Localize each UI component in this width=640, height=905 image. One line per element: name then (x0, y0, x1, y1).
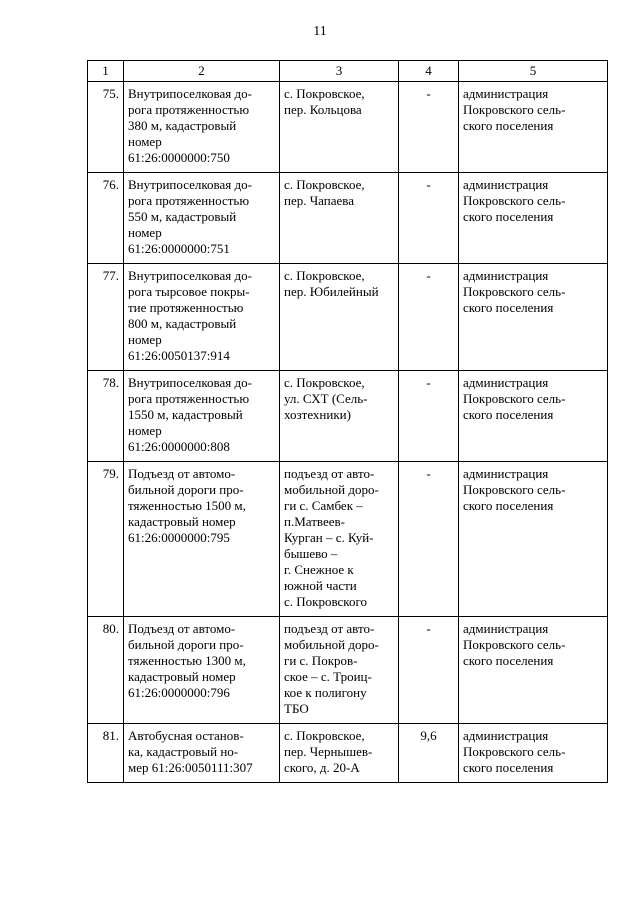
object-name-cell (124, 462, 280, 617)
table-row (88, 617, 608, 724)
object-address: подъезд от авто- мобильной доро- ги с. Покров- ское – с. Троиц- кое к полигону ТБО (284, 621, 379, 716)
object-holder: администрация Покровского сель- ского поселения (463, 466, 566, 513)
object-area-cell (399, 617, 459, 724)
object-address-cell (280, 264, 399, 371)
column-header-1: 1 (88, 61, 124, 82)
table-row (88, 724, 608, 783)
row-number-cell (88, 173, 124, 264)
row-number-cell (88, 371, 124, 462)
object-area: - (426, 177, 431, 192)
object-holder: администрация Покровского сель- ского поселения (463, 86, 566, 133)
object-name: Внутрипоселковая до- рога протяженностью 380 м, кадастровый номер 61:26:0000000:750 (128, 86, 252, 165)
row-number: 80. (102, 621, 119, 636)
object-holder-cell (459, 173, 608, 264)
object-address: с. Покровское, пер. Юбилейный (284, 268, 379, 299)
object-area: 9,6 (420, 728, 437, 743)
object-holder-cell (459, 724, 608, 783)
object-name: Внутрипоселковая до- рога тырсовое покры- тие протяженностью 800 м, кадастровый номер 61:26:0050137:914 (128, 268, 252, 363)
table-row (88, 264, 608, 371)
object-area-cell (399, 462, 459, 617)
object-area: - (426, 466, 431, 481)
row-number: 81. (102, 728, 119, 743)
object-name-cell (124, 173, 280, 264)
row-number: 75. (102, 86, 119, 101)
table-header-row (88, 61, 608, 82)
object-address: с. Покровское, пер. Кольцова (284, 86, 365, 117)
column-header-2: 2 (124, 61, 280, 82)
row-number-cell (88, 264, 124, 371)
object-area-cell (399, 264, 459, 371)
table-row (88, 462, 608, 617)
column-header-3: 3 (280, 61, 399, 82)
object-address-cell (280, 173, 399, 264)
object-holder-cell (459, 371, 608, 462)
object-holder: администрация Покровского сель- ского поселения (463, 268, 566, 315)
object-address-cell (280, 617, 399, 724)
object-address: с. Покровское, ул. СХТ (Сель- хозтехники) (284, 375, 368, 422)
object-holder-cell (459, 617, 608, 724)
object-address: с. Покровское, пер. Чапаева (284, 177, 365, 208)
object-area-cell (399, 371, 459, 462)
row-number: 76. (102, 177, 119, 192)
object-name-cell (124, 371, 280, 462)
object-holder: администрация Покровского сель- ского поселения (463, 375, 566, 422)
object-name: Внутрипоселковая до- рога протяженностью 550 м, кадастровый номер 61:26:0000000:751 (128, 177, 252, 256)
table-row (88, 371, 608, 462)
row-number: 78. (102, 375, 119, 390)
object-area: - (426, 86, 431, 101)
object-holder: администрация Покровского сель- ского поселения (463, 728, 566, 775)
object-name-cell (124, 82, 280, 173)
object-address-cell (280, 371, 399, 462)
row-number: 79. (102, 466, 119, 481)
page-number: 11 (313, 24, 327, 39)
object-name: Подъезд от автомо- бильной дороги про- тяженностью 1300 м, кадастровый номер 61:26:0000000:796 (128, 621, 246, 700)
object-holder-cell (459, 462, 608, 617)
row-number-cell (88, 724, 124, 783)
object-address: с. Покровское, пер. Чернышев- ского, д. 20-А (284, 728, 373, 775)
object-area: - (426, 268, 431, 283)
object-area: - (426, 621, 431, 636)
object-area-cell (399, 724, 459, 783)
row-number-cell (88, 617, 124, 724)
object-name: Внутрипоселковая до- рога протяженностью 1550 м, кадастровый номер 61:26:0000000:808 (128, 375, 252, 454)
object-area-cell (399, 82, 459, 173)
object-name-cell (124, 724, 280, 783)
column-header-5: 5 (459, 61, 608, 82)
object-name: Подъезд от автомо- бильной дороги про- тяженностью 1500 м, кадастровый номер 61:26:0000000:795 (128, 466, 246, 545)
row-number: 77. (102, 268, 119, 283)
object-name-cell (124, 264, 280, 371)
object-address-cell (280, 462, 399, 617)
object-address-cell (280, 82, 399, 173)
object-area-cell (399, 173, 459, 264)
object-area: - (426, 375, 431, 390)
object-holder-cell (459, 82, 608, 173)
object-address-cell (280, 724, 399, 783)
object-holder-cell (459, 264, 608, 371)
object-name: Автобусная останов- ка, кадастровый но- мер 61:26:0050111:307 (128, 728, 253, 775)
table-row (88, 173, 608, 264)
column-header-4: 4 (399, 61, 459, 82)
table-row (88, 82, 608, 173)
object-name-cell (124, 617, 280, 724)
property-registry-table (87, 60, 608, 783)
row-number-cell (88, 82, 124, 173)
object-holder: администрация Покровского сель- ского поселения (463, 621, 566, 668)
object-holder: администрация Покровского сель- ского поселения (463, 177, 566, 224)
object-address: подъезд от авто- мобильной доро- ги с. Самбек – п.Матвеев- Курган – с. Куй- бышево – г. Снежное к южной части с. Покровского (284, 466, 379, 609)
row-number-cell (88, 462, 124, 617)
